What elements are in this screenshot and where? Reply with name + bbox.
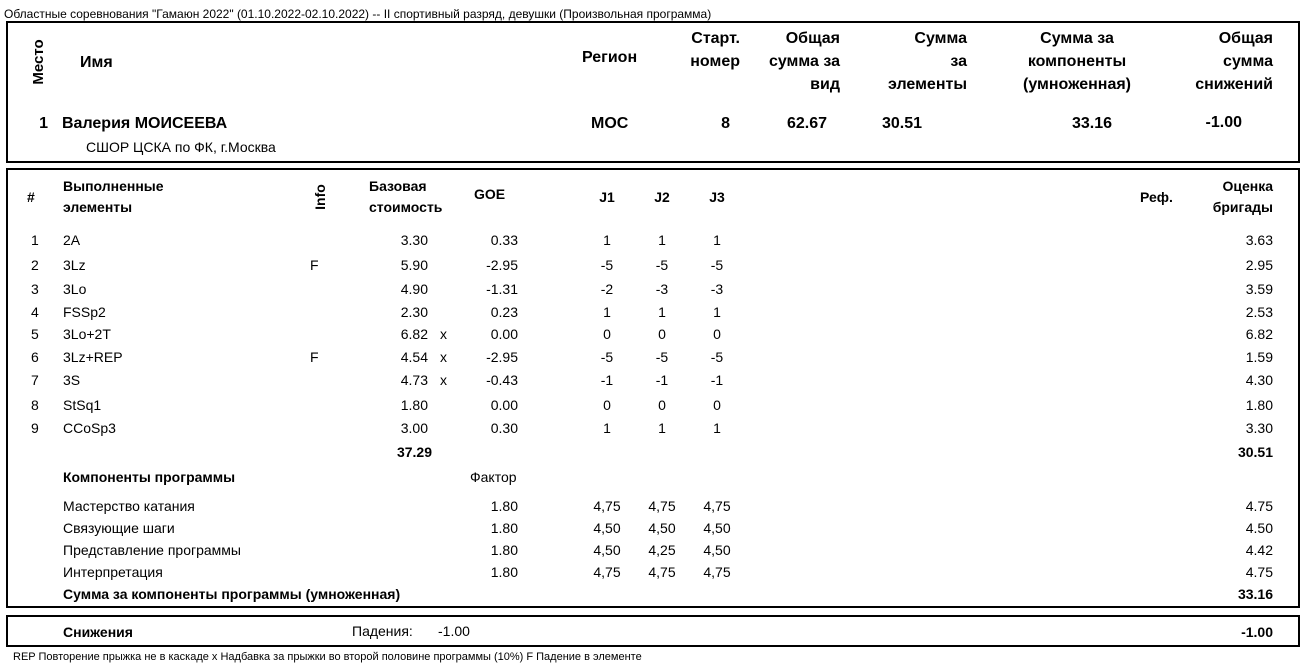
element-j1: 1 [603,304,611,320]
elements-header-base-line1: Базовая [369,178,427,194]
element-score: 2.53 [1245,304,1273,320]
element-name: 3Lz [63,257,86,273]
component-j1: 4,75 [593,564,621,580]
falls-value: -1.00 [438,623,470,639]
header-components-line3: (умноженная) [1023,76,1131,93]
header-start-line1: Старт. [691,30,740,47]
element-name: FSSp2 [63,304,106,320]
header-total [750,27,840,96]
skater-components: 33.16 [1071,115,1112,132]
element-j1: -5 [600,349,614,365]
element-j2: 1 [658,420,666,436]
falls-label: Падения: [352,623,413,639]
element-score: 1.80 [1245,397,1273,413]
element-j3: -3 [710,281,724,297]
element-j3: 1 [713,304,721,320]
skater-elements: 30.51 [881,115,922,132]
element-bonus-mark: x [440,326,447,342]
element-num: 6 [31,349,39,365]
table-row [0,496,1312,518]
header-deductions-line3: снижений [1195,76,1273,93]
header-elements [860,27,967,96]
component-j2: 4,75 [648,498,676,514]
element-num: 3 [31,281,39,297]
elements-header-j2: J2 [654,189,670,205]
element-name: 3Lo [63,281,87,297]
table-row [0,324,1312,346]
element-j3: 0 [713,326,721,342]
element-num: 5 [31,326,39,342]
component-factor: 1.80 [490,564,518,580]
element-goe: 0.23 [490,304,518,320]
element-j2: -1 [655,372,669,388]
elements-header-ref: Реф. [1140,189,1173,205]
elements-header-j3: J3 [709,189,725,205]
element-name: 2A [63,232,81,248]
component-factor: 1.80 [490,498,518,514]
components-total: 33.16 [1237,586,1273,602]
element-j2: -5 [655,349,669,365]
skater-region: МОС [591,115,629,132]
element-j2: 1 [658,304,666,320]
element-base: 1.80 [400,397,428,413]
element-j3: 0 [713,397,721,413]
element-goe: -2.95 [486,349,518,365]
element-j3: 1 [713,232,721,248]
element-base: 2.30 [400,304,428,320]
element-base: 4.54 [400,349,428,365]
header-components-line2: компоненты [1027,53,1127,70]
deductions-box [6,615,1300,647]
element-base: 6.82 [400,326,428,342]
skater-total: 62.67 [786,115,827,132]
deductions-label: Снижения [63,624,133,640]
header-elements-line3: элементы [888,76,967,93]
element-j2: -3 [655,281,669,297]
component-name: Мастерство катания [63,498,195,514]
element-goe: -2.95 [486,257,518,273]
element-goe: 0.00 [490,326,518,342]
factor-label: Фактор [470,469,517,485]
elements-header-base [369,176,442,218]
element-goe: 0.00 [490,397,518,413]
element-info: F [310,349,319,365]
header-elements-line2: за [950,53,967,70]
skater-deductions: -1.00 [1205,114,1242,131]
deductions-total: -1.00 [1241,624,1273,640]
element-score: 6.82 [1245,326,1273,342]
component-j1: 4,50 [593,542,621,558]
header-components [1010,27,1144,96]
element-j1: 1 [603,420,611,436]
header-deductions-line1: Общая [1218,30,1273,47]
element-bonus-mark: x [440,349,447,365]
element-score: 3.63 [1245,232,1273,248]
component-score: 4.75 [1245,564,1273,580]
element-j1: -2 [600,281,614,297]
element-base: 5.90 [400,257,428,273]
table-row [0,230,1312,252]
header-total-line3: вид [810,76,840,93]
element-j1: -1 [600,372,614,388]
element-num: 2 [31,257,39,273]
header-total-line1: Общая [785,30,840,47]
table-row [0,302,1312,324]
element-name: 3Lz+REP [63,349,123,365]
element-j3: -5 [710,349,724,365]
component-score: 4.42 [1245,542,1273,558]
header-deductions-line2: сумма [1223,53,1273,70]
element-goe: 0.33 [490,232,518,248]
element-base: 3.30 [400,232,428,248]
element-name: 3S [63,372,81,388]
element-name: CCoSp3 [63,420,116,436]
element-num: 1 [31,232,39,248]
table-row [0,370,1312,392]
component-j3: 4,75 [703,498,731,514]
elements-header-goe: GOE [474,186,506,202]
element-j1: 1 [603,232,611,248]
element-score: 3.59 [1245,281,1273,297]
element-info: F [310,257,319,273]
component-name: Связующие шаги [63,520,175,536]
component-j2: 4,50 [648,520,676,536]
elements-header-element [63,176,164,218]
elements-header-info: Info [312,184,328,210]
header-total-line2: сумма за [768,53,840,70]
elements-total-base: 37.29 [396,444,432,460]
element-score: 2.95 [1245,257,1273,273]
element-goe: -1.31 [486,281,518,297]
element-j2: 1 [658,232,666,248]
element-goe: -0.43 [486,372,518,388]
element-num: 4 [31,304,39,320]
header-deductions [1170,27,1273,96]
component-name: Интерпретация [63,564,163,580]
elements-header-num: # [27,189,35,205]
components-total-label: Сумма за компоненты программы (умноженная) [63,586,401,602]
table-row [0,347,1312,369]
skater-place: 1 [39,115,48,132]
component-j3: 4,50 [703,520,731,536]
element-goe: 0.30 [490,420,518,436]
header-start-line2: номер [690,53,740,70]
table-row [0,540,1312,562]
header-place: Место [30,39,47,85]
component-j2: 4,25 [648,542,676,558]
elements-header-base-line2: стоимость [369,199,443,215]
elements-header-score-line2: бригады [1212,199,1273,215]
element-num: 9 [31,420,39,436]
component-factor: 1.80 [490,520,518,536]
element-score: 3.30 [1245,420,1273,436]
element-j3: -5 [710,257,724,273]
header-start [680,27,740,73]
table-row [0,395,1312,417]
element-j1: 0 [603,397,611,413]
elements-header-score [1180,176,1273,218]
element-j2: 0 [658,397,666,413]
table-row [0,418,1312,440]
element-base: 4.90 [400,281,428,297]
header-region: Регион [582,49,638,66]
element-num: 7 [31,372,39,388]
skater-club: СШОР ЦСКА по ФК, г.Москва [86,139,276,155]
component-factor: 1.80 [490,542,518,558]
elements-header-element-line1: Выполненные [63,178,164,194]
element-base: 3.00 [400,420,428,436]
element-bonus-mark: x [440,372,447,388]
element-j2: -5 [655,257,669,273]
legend: REP Повторение прыжка не в каскаде x Надбавка за прыжки во второй половине программы (10%) F Падение в элементе [13,651,642,663]
element-j1: 0 [603,326,611,342]
component-j2: 4,75 [648,564,676,580]
element-j3: 1 [713,420,721,436]
components-header: Компоненты программы [63,469,236,485]
component-score: 4.75 [1245,498,1273,514]
elements-total-score: 30.51 [1237,444,1273,460]
component-j3: 4,75 [703,564,731,580]
skater-start: 8 [721,115,730,132]
element-num: 8 [31,397,39,413]
component-j1: 4,50 [593,520,621,536]
table-row [0,518,1312,540]
element-j1: -5 [600,257,614,273]
component-j1: 4,75 [593,498,621,514]
header-components-line1: Сумма за [1040,30,1114,47]
element-j3: -1 [710,372,724,388]
element-score: 1.59 [1245,349,1273,365]
elements-header-score-line1: Оценка [1222,178,1273,194]
element-base: 4.73 [400,372,428,388]
element-name: 3Lo+2T [63,326,111,342]
component-score: 4.50 [1245,520,1273,536]
elements-header-element-line2: элементы [63,199,133,215]
component-j3: 4,50 [703,542,731,558]
table-row [0,255,1312,277]
table-row [0,562,1312,584]
table-row [0,279,1312,301]
header-elements-line1: Сумма [914,30,967,47]
element-name: StSq1 [63,397,102,413]
skater-name: Валерия МОИСЕЕВА [62,115,228,132]
page-title: Областные соревнования "Гамаюн 2022" (01.10.2022-02.10.2022) -- II спортивный разряд, девушки (Произвольная программа) [4,7,712,21]
component-name: Представление программы [63,542,241,558]
element-j2: 0 [658,326,666,342]
header-name: Имя [80,54,113,71]
element-score: 4.30 [1245,372,1273,388]
elements-header-j1: J1 [599,189,615,205]
